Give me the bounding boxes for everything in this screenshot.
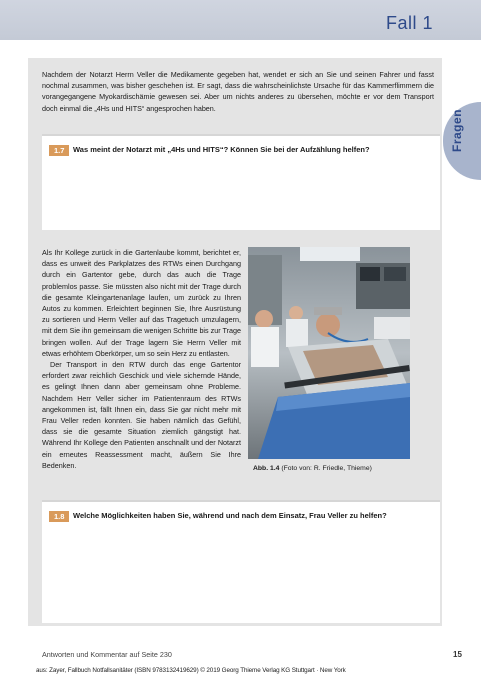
case-narrative — [42, 247, 241, 471]
narrative-paragraph-2: Der Transport in den RTW durch das enge Gartentor erfordert zwar reichlich Geschick und viele sichernde Hände, es gelingt Ihnen dann aber gemeinsam ohne Probleme. Nachdem Herr Veller sicher im Patientenraum des RTWs angekommen ist, fällt Ihnen ein, dass Sie gar nicht mehr mit Frau Veller reden konnten. Sie haben nämlich das Gefühl, dass sie die gesamte Situation ziemlich gängstigt hat. Während Ihr Kollege den Patienten anschnallt und der Notarzt ein erneutes Reassessment macht, äußern Sie Ihre Bedenken. — [42, 360, 241, 470]
question-number-badge: 1.7 — [49, 145, 69, 156]
figure-label: Abb. 1.4 — [253, 465, 280, 472]
section-tab-label: Fragen — [450, 108, 464, 152]
figure-credit: (Foto von: R. Friedle, Thieme) — [281, 465, 372, 472]
question-box-1-8 — [42, 500, 440, 623]
chapter-title: Fall 1 — [385, 13, 433, 33]
photo-illustration — [248, 247, 410, 459]
ambulance-patient-photo — [248, 247, 410, 459]
figure-caption — [253, 464, 403, 474]
question-text: Welche Möglichkeiten haben Sie, während und nach dem Einsatz, Frau Veller zu helfen? — [73, 511, 387, 520]
question-box-1-7 — [42, 134, 440, 230]
intro-paragraph: Nachdem der Notarzt Herrn Veller die Medikamente gegeben hat, wendet er sich an Sie und seinen Fahrer und fasst nochmal zusammen, was bisher geschehen ist. Er sagt, dass die wahrscheinlichste Ursache für das Kammerflimmern die vorangegangene Myokardischämie gewesen sei. Aber um nichts anderes zu übersehen, möchte er vor dem Transport doch einmal die „4Hs und HITS“ angesprochen haben. — [42, 70, 434, 113]
question-text: Was meint der Notarzt mit „4Hs und HITS“? Können Sie bei der Aufzählung helfen? — [73, 145, 370, 154]
answer-reference: Antworten und Kommentar auf Seite 230 — [42, 650, 172, 659]
page-number: 15 — [453, 650, 462, 659]
narrative-paragraph-1: Als Ihr Kollege zurück in die Gartenlaube kommt, berichtet er, dass es unweit des Parkplatzes des RTWs einen Durchgang durch ein Gartentor gebe, durch das auch die Trage problemlos passe. Sie müssten also nicht mit der Trage durch die gesamte Kleingartenanlage laufen, um zurück zu Ihren Autos zu kommen. Erleichtert beginnen Sie, Ihre Ausrüstung zu sortieren und Herrn Veller auf das Tragetuch umzulagern, mit dem Sie ihn gemeinsam die wenigen Schritte bis zur Trage bringen wollen. Auf der Trage lagern Sie Herrn Veller mit etwas erhöhtem Oberkörper, um so sein Herz zu entlasten. — [42, 248, 241, 358]
question-number-badge: 1.8 — [49, 511, 69, 522]
copyright-source-line: aus: Zayer, Fallbuch Notfallsanitäter (ISBN 9783132419629) © 2019 Georg Thieme Verlag KG Stuttgart · New York — [36, 667, 346, 674]
